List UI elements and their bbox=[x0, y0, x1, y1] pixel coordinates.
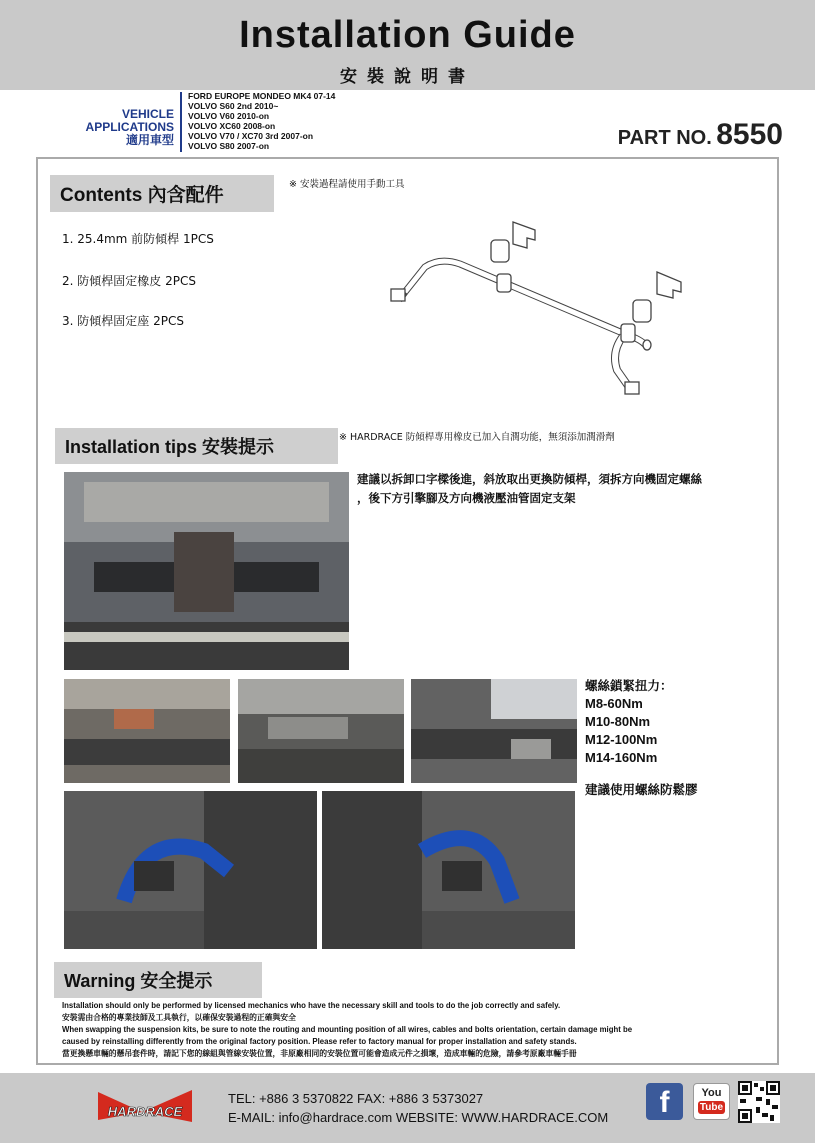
tips-text bbox=[357, 470, 767, 508]
youtube-icon[interactable] bbox=[693, 1083, 730, 1120]
page-title: Installation Guide bbox=[239, 14, 576, 56]
contents-item-3: 3. 防傾桿固定座 2PCS bbox=[62, 314, 184, 328]
contact-phone-fax: TEL: +886 3 5370822 FAX: +886 3 5373027 bbox=[228, 1091, 484, 1106]
part-number bbox=[618, 118, 783, 152]
warning-line: caused by reinstalling differently from the original factory position. Please refer to factory manual for proper installation and safety stands. bbox=[62, 1037, 577, 1046]
torque-value: M8-60Nm bbox=[585, 696, 643, 711]
torque-value: M12-100Nm bbox=[585, 732, 658, 747]
vehicle-model: FORD EUROPE MONDEO MK4 07-14 bbox=[188, 91, 336, 101]
torque-tip: 建議使用螺絲防鬆膠 bbox=[585, 782, 698, 797]
photo-installed-left bbox=[64, 791, 317, 949]
tips-text-line: ，後下方引擎腳及方向機液壓油管固定支架 bbox=[357, 491, 576, 505]
photo-detail-3 bbox=[411, 679, 577, 783]
contents-item-2: 2. 防傾桿固定橡皮 2PCS bbox=[62, 274, 196, 288]
warning-line: 當更換懸車輛的懸吊套件時，請記下您的線組與管線安裝位置，非原廠相同的安裝位置可能會造成元件之損壞，造成車輛的危險，請參考原廠車輛手冊 bbox=[62, 1049, 577, 1058]
photo-detail-2 bbox=[238, 679, 404, 783]
torque-heading: 螺絲鎖緊扭力： bbox=[585, 678, 673, 693]
warning-text bbox=[62, 1000, 762, 1060]
contents-note: ※ 安裝過程請使用手動工具 bbox=[289, 179, 405, 190]
page-subtitle: 安裝說明書 bbox=[340, 67, 475, 87]
warning-line: Installation should only be performed by licensed mechanics who have the necessary skill and tools to do the job correctly and safely. bbox=[62, 1001, 561, 1010]
warning-line: 安裝需由合格的專業技師及工具執行，以確保安裝過程的正確與安全 bbox=[62, 1013, 296, 1022]
vehicle-model: VOLVO XC60 2008-on bbox=[188, 121, 276, 131]
vehicle-model: VOLVO S60 2nd 2010~ bbox=[188, 101, 279, 111]
photo-installed-right bbox=[322, 791, 575, 949]
contact-info bbox=[228, 1089, 608, 1127]
vehicle-divider bbox=[180, 92, 182, 152]
hardrace-logo bbox=[80, 1086, 210, 1126]
torque-spec bbox=[585, 677, 698, 799]
facebook-icon[interactable]: f bbox=[646, 1083, 683, 1120]
vehicle-applications-en: VEHICLE APPLICATIONS bbox=[85, 107, 174, 134]
sway-bar-illustration bbox=[385, 212, 695, 402]
warning-line: When swapping the suspension kits, be sure to note the routing and mounting position of all wires, cables and bolts orientation, certain damage might be bbox=[62, 1025, 633, 1034]
warning-heading: Warning 安全提示 bbox=[54, 962, 262, 998]
hardrace-logo-text: HARDRACE bbox=[107, 1104, 183, 1119]
vehicle-applications-cn: 適用車型 bbox=[125, 133, 174, 147]
contact-email-web: E-MAIL: info@hardrace.com WEBSITE: WWW.HARDRACE.COM bbox=[228, 1110, 609, 1125]
part-number-value: 8550 bbox=[716, 118, 783, 151]
part-number-label: PART NO. bbox=[617, 127, 712, 149]
youtube-icon-bottom: Tube bbox=[699, 1102, 724, 1113]
youtube-icon-top: You bbox=[701, 1087, 722, 1099]
torque-value: M14-160Nm bbox=[585, 750, 658, 765]
vehicle-model: VOLVO V60 2010-on bbox=[188, 111, 270, 121]
torque-value: M10-80Nm bbox=[585, 714, 651, 729]
qr-code-icon[interactable] bbox=[738, 1081, 780, 1123]
contents-item-1: 1. 25.4mm 前防傾桿 1PCS bbox=[62, 232, 214, 246]
photo-underbody-overview bbox=[64, 472, 349, 670]
tips-note: ※ HARDRACE 防傾桿專用橡皮已加入自潤功能，無須添加潤滑劑 bbox=[339, 432, 615, 443]
vehicle-model-list bbox=[188, 91, 335, 151]
vehicle-applications-label bbox=[32, 108, 174, 147]
tips-heading: Installation tips 安裝提示 bbox=[55, 428, 338, 464]
tips-text-line: 建議以拆卸口字樑後進，斜放取出更換防傾桿，須拆方向機固定螺絲 bbox=[357, 472, 702, 486]
vehicle-model: VOLVO V70 / XC70 3rd 2007-on bbox=[188, 131, 314, 141]
contents-heading: Contents 內含配件 bbox=[50, 175, 274, 212]
photo-detail-1 bbox=[64, 679, 230, 783]
vehicle-model: VOLVO S80 2007-on bbox=[188, 141, 270, 151]
